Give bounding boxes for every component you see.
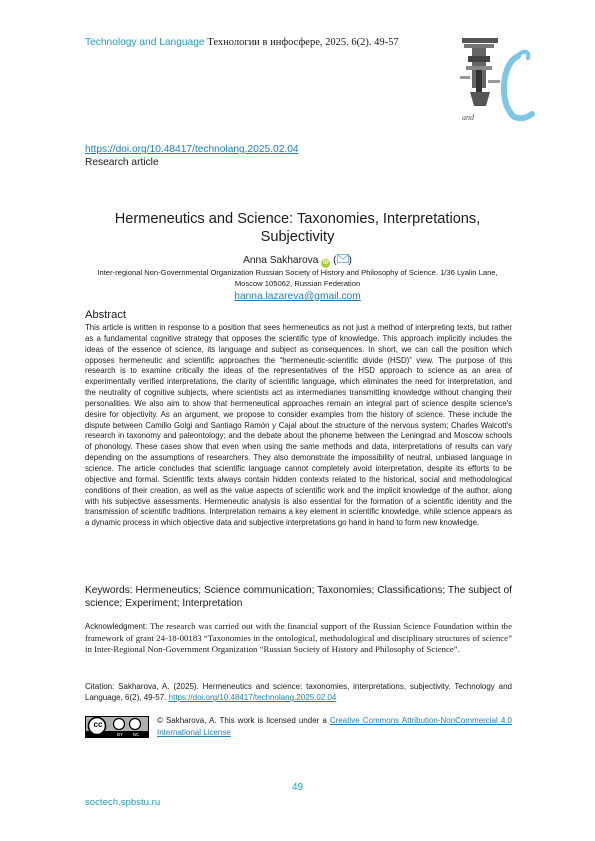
journal-header	[85, 37, 399, 48]
author-affiliation: Inter-regional Non-Governmental Organization Russian Society of History and Philosophy of Science. 1/36 Lyalin Lane, Moscow 105062, Russian Federation	[97, 268, 498, 288]
paren-close: )	[348, 255, 352, 266]
article-type: Research article	[85, 157, 159, 168]
journal-name-ru: Технологии в инфосфере, 2025. 6(2). 49-57	[207, 37, 399, 48]
license-text: © Sakharova, A. This work is licensed under a	[157, 716, 327, 725]
cc-icon: cc	[93, 720, 103, 729]
citation-text: Citation: Sakharova, A. (2025). Hermeneutics and science: taxonomies, interpretations, subjectivity. Technology and Language, 6(2), 49-57.	[85, 682, 512, 702]
acknowledgment-label: Acknowledgment:	[85, 622, 148, 631]
citation	[85, 681, 512, 703]
author-line	[85, 254, 510, 268]
citation-doi-link[interactable]: https://doi.org/10.48417/technolang.2025.02.04	[168, 693, 337, 702]
author-name: Anna Sakharova	[243, 255, 319, 266]
author-email[interactable]: hanna.lazareva@gmail.com	[234, 291, 361, 302]
doi-link[interactable]: https://doi.org/10.48417/technolang.2025.02.04	[85, 144, 299, 155]
paren-open: (	[333, 255, 337, 266]
acknowledgment-text: The research was carried out with the financial support of the Russian Science Foundation within the framework of grant 24-18-00183 “Taxonomies in the ontological, methodological and disciplinary structures of science” in Inter-Regional Non-Government Organization “Russian Society of History and Philosophy of Science”.	[85, 621, 512, 655]
acknowledgment	[85, 621, 512, 656]
envelope-icon[interactable]	[337, 254, 349, 263]
abstract-heading: Abstract	[85, 309, 127, 321]
orcid-icon[interactable]: iD	[323, 260, 329, 266]
journal-name-en: Technology and Language	[85, 37, 205, 48]
svg-text:and: and	[462, 113, 474, 122]
by-icon: BY	[116, 732, 123, 737]
page-number: 49	[291, 782, 304, 793]
keywords-label: Keywords:	[85, 585, 133, 596]
journal-logo-graphic	[458, 36, 536, 126]
nc-icon: NC	[132, 732, 140, 737]
cc-license-badge[interactable]	[85, 716, 149, 738]
license-link[interactable]: Creative Commons Attribution-NonCommercial 4.0 International License	[157, 716, 512, 737]
footer-site[interactable]: soctech.spbstu.ru	[85, 797, 161, 808]
keywords-text: Hermeneutics; Science communication; Taxonomies; Classifications; The subject of science; Experiment; Interpretation	[85, 585, 512, 609]
journal-logo	[458, 36, 536, 126]
license-statement	[157, 715, 512, 739]
article-title: Hermeneutics and Science: Taxonomies, Interpretations, Subjectivity	[114, 211, 481, 245]
keywords	[85, 584, 512, 610]
abstract-text: This article is written in response to a position that sees hermeneutics as not just a method of interpreting texts, but rather as a fundamental cognitive strategy that opposes the scientific type of knowledge. This approach implicitly includes the ideas of the essence of science, its language and subject as consequences. In short, we can call the position which opposes hermeneutic and scientific approaches the “hermeneutic-scientific divide (HSD)” view. The purpose of this research is to examine critically the ideas of the representatives of the HSD approach to science as an area of experimentally verified interpretations, the clarity of scientific language, which eliminates the need for interpretation, and the neutrality of cognitive subjects, where scientists act as intermediaries transmitting knowledge without changing their personalities. We also aim to show that hermeneutical approaches remain an integral part of science despite science's desire for objectivity. As an argument, we propose to consider examples from the history of science. These include the dispute between Camillo Golgi and Santiago Ramón y Cajal about the structure of the nervous system; Charles Walcott's research in taxonomy and paleontology; and the debate about the phoneme between the Leningrad and Moscow schools of phonology. These cases show that even when using the same methods and data, interpretations of results can vary depending on the assumptions of researchers. They also demonstrate the impossibility of neutral, unbiased language in science. The article concludes that scientific language cannot completely avoid interpretation, despite its efforts to be objective and formal. Scientific texts always contain hidden contexts related to the historical, social and methodological conditions of their creation, as well as the value aspects of scientific work and the implicit knowledge of the author, along with his subjective assessments. Hermeneutic analysis is also essential for the formation of a scientific identity and the transmission of scientific traditions. Interpretation remains a key element in scientific knowledge, while science appears as a dynamic process in which objective data and subjective interpretations go hand in hand to form new knowledge.	[85, 323, 512, 528]
